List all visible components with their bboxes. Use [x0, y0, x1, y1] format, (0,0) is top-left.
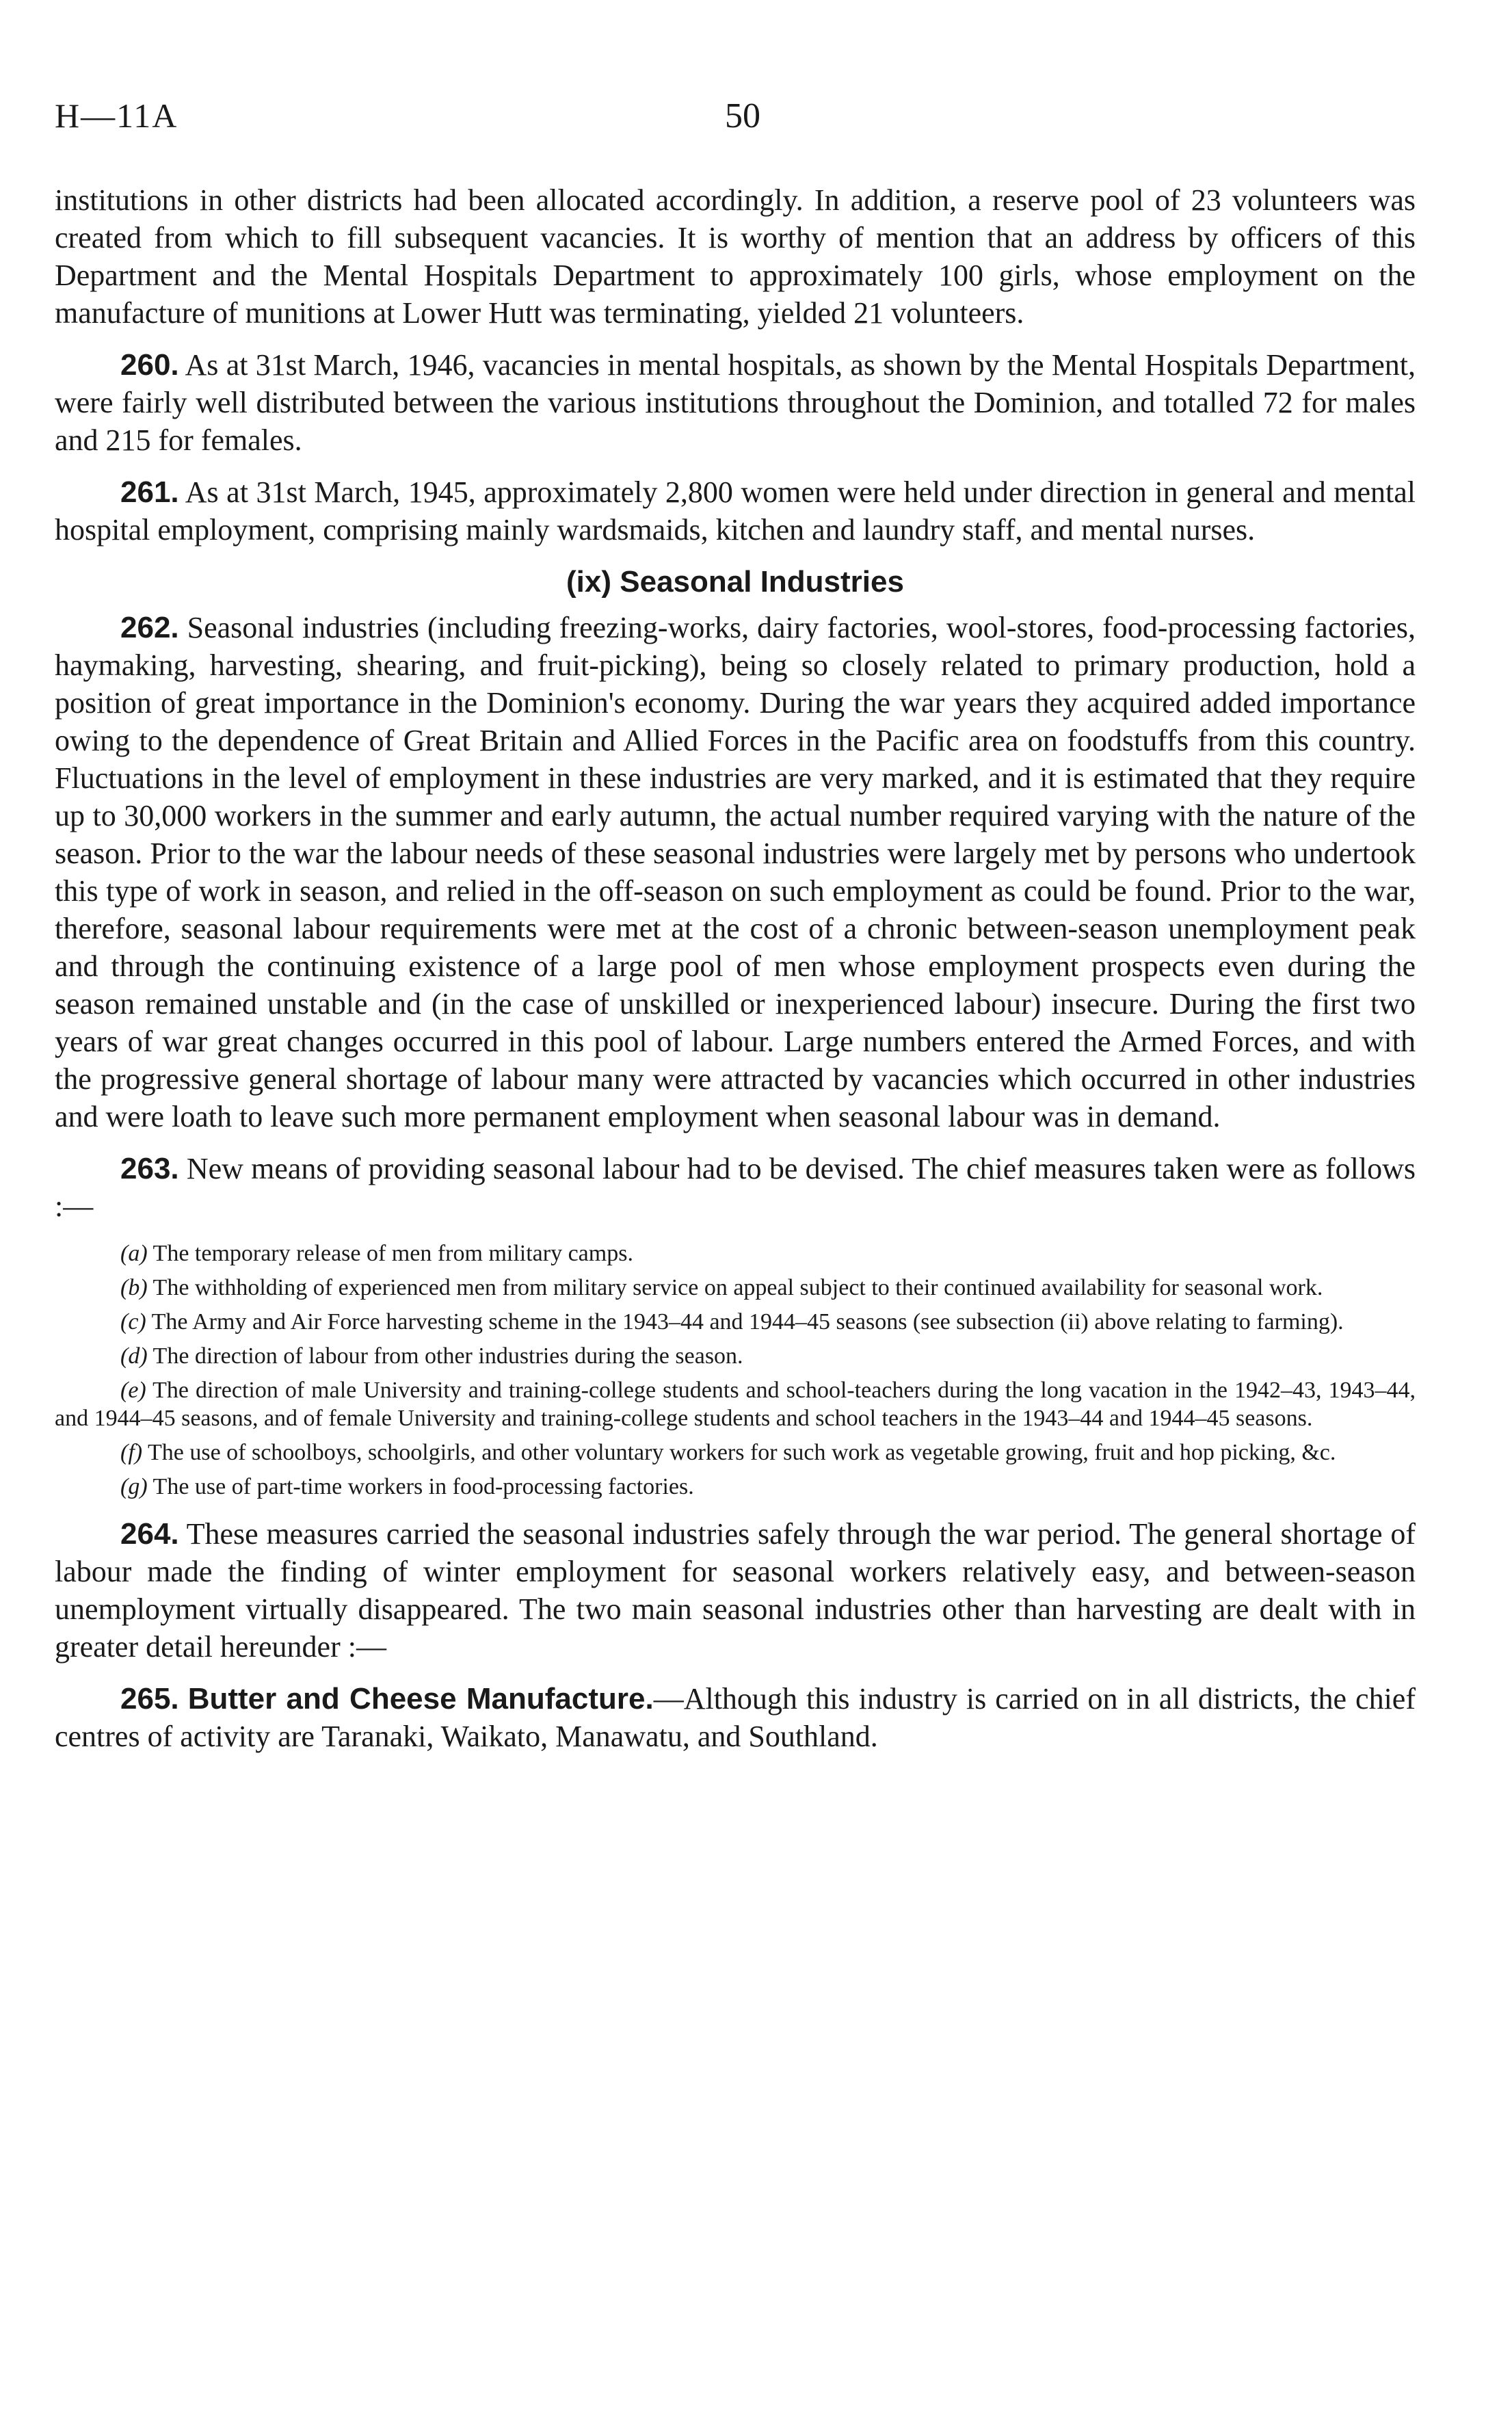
paragraph-number: 264.: [120, 1517, 179, 1551]
list-item-text: The use of schoolboys, schoolgirls, and other voluntary workers for such work as vegetable growing, fruit and hop picking, &c.: [147, 1440, 1336, 1465]
list-item-text: The Army and Air Force harvesting scheme in the 1943–44 and 1944–45 seasons (see subsection (ii) above relating to farming).: [151, 1309, 1344, 1335]
list-item-text: The temporary release of men from military camps.: [152, 1241, 633, 1266]
paragraph-260: [55, 346, 1416, 459]
paragraph-text: New means of providing seasonal labour had to be devised. The chief measures taken were as follows :—: [55, 1152, 1416, 1223]
paragraph-number: 260.: [120, 348, 179, 382]
paragraph-261: [55, 473, 1416, 549]
list-item-label: (d): [120, 1343, 148, 1369]
paragraph-263: [55, 1150, 1416, 1225]
paragraph-continuation: institutions in other districts had been allocated accordingly. In addition, a reserve pool of 23 volunteers was created from which to fill subsequent vacancies. It is worthy of mention that an address by officers of this Department and the Mental Hospitals Department to approximately 100 girls, whose employment on the manufacture of munitions at Lower Hutt was terminating, yielded 21 volunteers.: [55, 183, 1416, 330]
paragraph-text: Seasonal industries (including freezing-works, dairy factories, wool-stores, food-processing factories, haymaking, harvesting, shearing, and fruit-picking), being so closely related to primary production, hold a position of great importance in the Dominion's economy. During the war years they acquired added importance owing to the dependence of Great Britain and Allied Forces in the Pacific area on foodstuffs from this country. Fluctuations in the level of employment in these industries are very marked, and it is estimated that they require up to 30,000 workers in the summer and early autumn, the actual number required varying with the nature of the season. Prior to the war the labour needs of these seasonal industries were largely met by persons who undertook this type of work in season, and relied in the off-season on such employment as could be found. Prior to the war, therefore, seasonal labour requirements were met at the cost of a chronic between-season unemployment peak and through the continuing existence of a large pool of men whose employment prospects even during the season remained unstable and (in the case of unskilled or inexperienced labour) insecure. During the first two years of war great changes occurred in this pool of labour. Large numbers entered the Armed Forces, and with the progressive general shortage of labour many were attracted by vacancies which occurred in other industries and were loath to leave such more permanent employment when seasonal labour was in demand.: [55, 611, 1416, 1133]
paragraph-number: 265.: [120, 1682, 179, 1716]
list-item-label: (a): [120, 1241, 148, 1266]
paragraph-265: [55, 1680, 1416, 1755]
list-item-text: The direction of male University and training-college students and school-teachers during the long vacation in the 1942–43, 1943–44, and 1944–45 seasons, and of female University and training-college students and school teachers in the 1943–44 and 1944–45 seasons.: [55, 1378, 1416, 1431]
list-item: [55, 1308, 1416, 1336]
list-item: [55, 1274, 1416, 1302]
document-code: H—11A: [55, 96, 178, 135]
list-item-label: (g): [120, 1474, 148, 1499]
list-item: [55, 1342, 1416, 1370]
list-item-text: The withholding of experienced men from military service on appeal subject to their continued availability for seasonal work.: [152, 1275, 1323, 1300]
page-number: 50: [725, 96, 760, 135]
paragraph-264: [55, 1515, 1416, 1666]
list-item: [55, 1239, 1416, 1267]
section-heading: (ix) Seasonal Industries: [566, 565, 904, 599]
list-item: [55, 1438, 1416, 1467]
list-item: [55, 1473, 1416, 1501]
inline-heading: Butter and Cheese Manufacture.: [187, 1682, 654, 1716]
page-header: [55, 96, 1436, 150]
paragraph-number: 261.: [120, 475, 179, 509]
paragraph-text: —Although this industry is carried on in all districts, the chief centres of activity are Taranaki, Waikato, Manawatu, and Southland.: [55, 1682, 1416, 1753]
list-item-text: The direction of labour from other industries during the season.: [152, 1343, 743, 1369]
paragraph-number: 263.: [120, 1152, 179, 1185]
list-item-text: The use of part-time workers in food-processing factories.: [152, 1474, 694, 1499]
list-item: [55, 1376, 1416, 1432]
paragraph-number: 262.: [120, 611, 179, 644]
paragraph-text: As at 31st March, 1945, approximately 2,800 women were held under direction in general and mental hospital employment, comprising mainly wardsmaids, kitchen and laundry staff, and mental nurses.: [55, 475, 1416, 547]
list-item-label: (c): [120, 1309, 146, 1335]
paragraph-text: As at 31st March, 1946, vacancies in mental hospitals, as shown by the Mental Hospitals Department, were fairly well distributed between the various institutions throughout the Dominion, and totalled 72 for males and 215 for females.: [55, 348, 1416, 457]
list-item-label: (e): [120, 1378, 146, 1403]
paragraph-text: These measures carried the seasonal industries safely through the war period. The general shortage of labour made the finding of winter employment for seasonal workers relatively easy, and between-season unemployment virtually disappeared. The two main seasonal industries other than harvesting are dealt with in greater detail hereunder :—: [55, 1517, 1416, 1664]
list-item-label: (f): [120, 1440, 143, 1465]
body-text: [55, 181, 1416, 1770]
list-item-label: (b): [120, 1275, 148, 1300]
measures-list: [55, 1239, 1416, 1501]
paragraph-262: [55, 609, 1416, 1135]
